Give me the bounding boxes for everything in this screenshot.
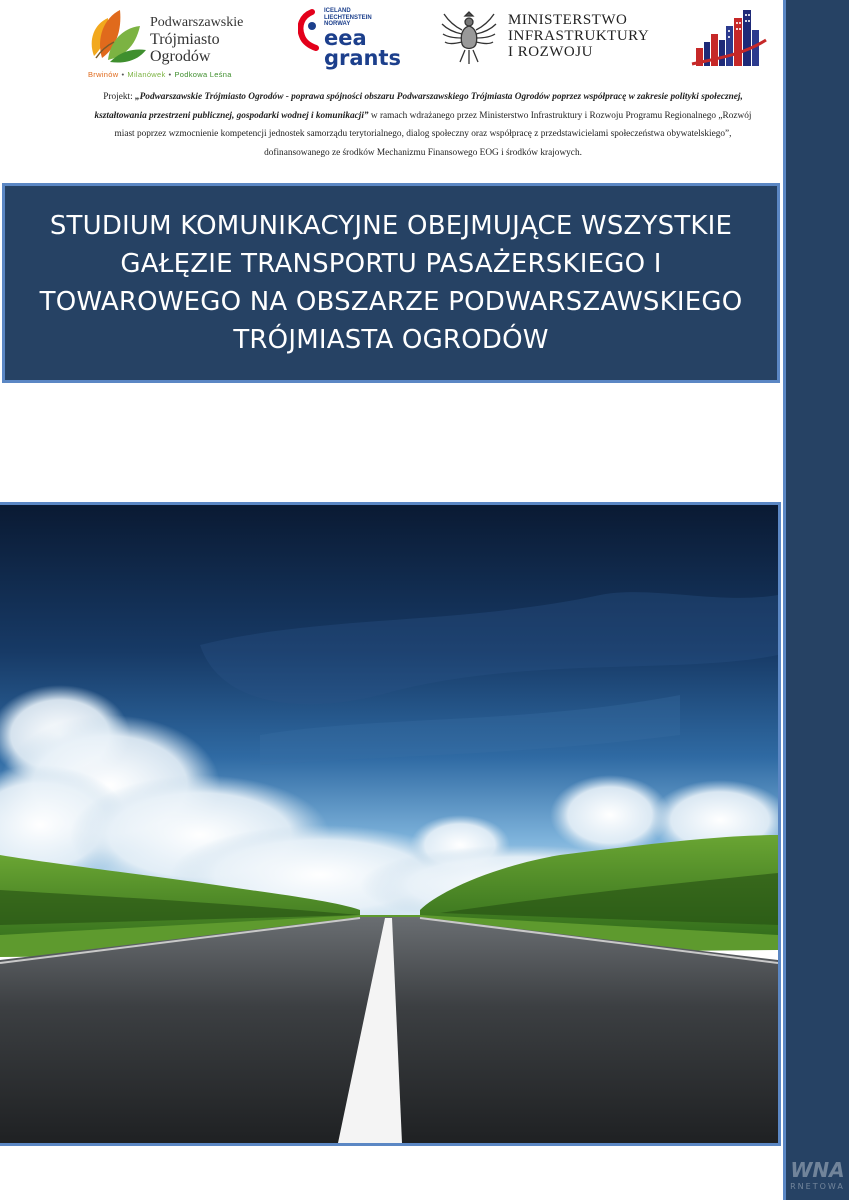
document-title: STUDIUM KOMUNIKACYJNE OBEJMUJĄCE WSZYSTKIE GAŁĘZIE TRANSPORTU PASAŻERSKIEGO I TOWAROWEGO NA OBSZARZE PODWARSZAWSKIEGO TRÓJMIASTA OGRODÓW — [39, 211, 743, 355]
ministry-name — [508, 12, 649, 60]
grants-word: grants — [324, 46, 402, 70]
project-description — [88, 88, 758, 162]
polish-eagle-icon — [440, 6, 498, 68]
project-title: „Podwarszawskie Trójmiasto Ogrodów - poprawa spójności obszaru Podwarszawskiego Trójmiasta Ogrodów poprzez współpracę w zakresie polityki społecznej, kształtowania przestrzeni publicznej, gospodarki wodnej i komunikacji” — [94, 92, 743, 121]
road-landscape-image — [0, 505, 778, 1143]
leaves-logo-icon — [86, 6, 148, 68]
ministry-line1: MINISTERSTWO — [508, 12, 628, 28]
header — [0, 0, 783, 182]
ptog-line3: Ogrodów — [150, 48, 211, 65]
ptog-line1: Podwarszawskie — [150, 15, 244, 30]
right-side-band — [783, 0, 849, 1200]
town-brwinow: Brwinów — [88, 70, 119, 79]
city-skyline-icon — [690, 4, 768, 70]
ministry-logo — [440, 6, 670, 70]
eea-swirl-icon — [298, 8, 322, 52]
eea-word: eea — [324, 26, 367, 50]
town-podkowa-lesna: Podkowa Leśna — [174, 70, 232, 79]
ministry-line2: INFRASTRUKTURY — [508, 28, 650, 44]
eea-wordmark — [324, 28, 401, 68]
ptog-towns: Brwinów • Milanówek • Podkowa Leśna — [88, 70, 232, 79]
town-milanowek: Milanówek — [127, 70, 166, 79]
project-prefix: Projekt: — [103, 92, 135, 102]
cover-photo — [0, 502, 781, 1146]
ptog-line2: Trójmiasto — [150, 31, 220, 48]
ministry-line3: I ROZWOJU — [508, 44, 593, 60]
eea-country-norway: NORWAY — [324, 21, 351, 27]
eea-country-liechtenstein: LIECHTENSTEIN — [324, 14, 372, 21]
eea-country-iceland: ICELAND — [324, 8, 351, 14]
title-banner — [2, 183, 780, 383]
watermark: WNA — [790, 1158, 845, 1182]
city-logo — [690, 4, 768, 70]
eea-grants-logo — [298, 6, 402, 72]
eea-countries — [324, 8, 372, 28]
watermark-sub: RNETOWA — [790, 1182, 845, 1191]
ptog-logo — [86, 4, 246, 80]
project-rest: w ramach wdrażanego przez Ministerstwo Infrastruktury i Rozwoju Programu Regionalnego „Rozwój miast poprzez wzmocnienie kompetencji jednostek samorządu terytorialnego, dialog społeczny oraz współpracę z przedstawicielami społeczeństwa obywatelskiego”, dofinansowanego ze środków Mechanizmu Finansowego EOG i środków krajowych. — [114, 110, 752, 158]
